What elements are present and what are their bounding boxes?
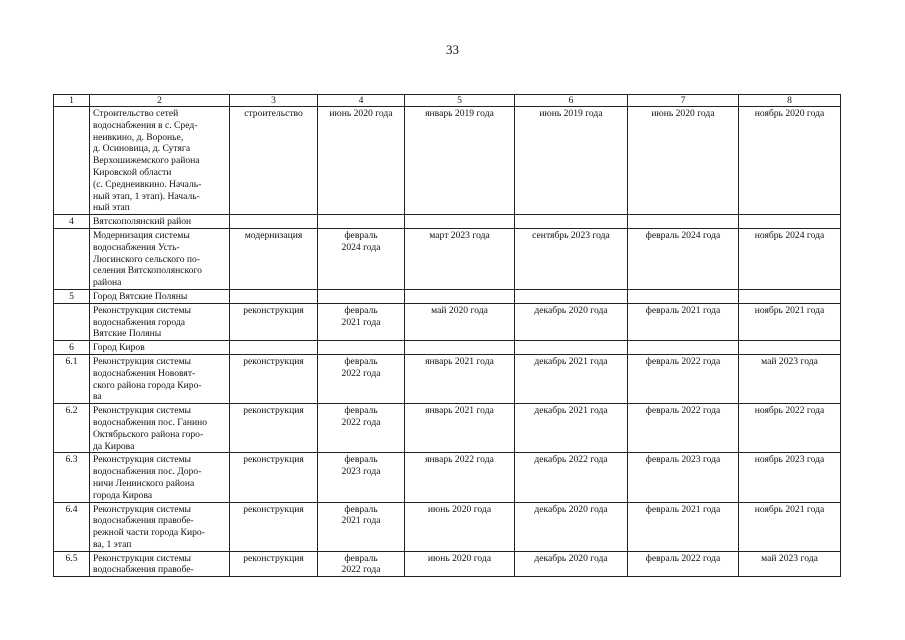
date-col8: ноябрь 2024 года [739,228,841,289]
row-number: 6.5 [54,551,90,577]
date-col4 [318,551,405,577]
work-kind: реконструкция [230,551,318,577]
date-col6: декабрь 2022 года [515,453,628,502]
date-col6: декабрь 2020 года [515,303,628,340]
date-col4 [318,228,405,289]
work-kind: реконструкция [230,404,318,453]
empty-cell [515,341,628,355]
date-col8: ноябрь 2020 года [739,107,841,215]
date-col8: ноябрь 2023 года [739,453,841,502]
row-number: 6.4 [54,502,90,551]
date-line: февраль [344,552,378,564]
empty-cell [628,215,739,229]
header-cell: 6 [515,95,628,107]
date-col4 [318,502,405,551]
object-name-line: Верхошижемского района [93,155,200,167]
object-name-line: района [93,277,122,289]
date-line: февраль [344,229,378,241]
empty-cell [318,289,405,303]
date-line: февраль [344,454,378,466]
work-kind: реконструкция [230,354,318,403]
date-line: февраль [344,355,378,367]
date-line: февраль [344,405,378,417]
date-col8: ноябрь 2022 года [739,404,841,453]
object-name-line: ского района города Киро- [93,379,202,391]
object-name-line: ва, 1 этап [93,538,132,550]
object-name-line: водоснабжения города [93,316,185,328]
date-col5: январь 2021 года [405,354,515,403]
empty-cell [739,341,841,355]
header-cell: 3 [230,95,318,107]
row-number [54,107,90,215]
date-col8: май 2023 года [739,551,841,577]
empty-cell [515,289,628,303]
object-name-line: водоснабжения Усть- [93,241,180,253]
region-row [54,289,841,303]
date-col7: февраль 2022 года [628,404,739,453]
table-row [54,354,841,403]
header-cell: 8 [739,95,841,107]
object-name-line: Вятские Поляны [93,328,162,340]
object-name-line: ва [93,391,102,403]
region-name: Город Киров [90,341,230,355]
object-name-line: Кировской области [93,166,172,178]
date-line: 2022 года [341,564,381,576]
empty-cell [405,289,515,303]
object-name-line: неивкино, д. Воронье, [93,131,184,143]
object-name-line: ный этап [93,202,130,214]
date-col5: январь 2019 года [405,107,515,215]
header-cell: 5 [405,95,515,107]
empty-cell [318,215,405,229]
date-col7: февраль 2022 года [628,354,739,403]
object-name [90,107,230,215]
object-name [90,453,230,502]
region-row [54,215,841,229]
empty-cell [230,341,318,355]
date-col7: июнь 2020 года [628,107,739,215]
object-name [90,404,230,453]
work-kind: реконструкция [230,453,318,502]
date-col5: июнь 2020 года [405,551,515,577]
object-name-line: ный этап, 1 этап). Началь- [93,190,200,202]
date-col8: май 2023 года [739,354,841,403]
date-line: февраль [344,304,378,316]
row-number [54,303,90,340]
empty-cell [230,289,318,303]
row-number: 4 [54,215,90,229]
empty-cell [515,215,628,229]
date-col4 [318,404,405,453]
object-name-line: да Кирова [93,440,135,452]
empty-cell [628,341,739,355]
date-col7: февраль 2021 года [628,303,739,340]
object-name-line: Реконструкция системы [93,454,191,466]
date-col7: февраль 2023 года [628,453,739,502]
date-col7: февраль 2022 года [628,551,739,577]
table-row [54,303,841,340]
object-name-line: Модернизация системы [93,229,190,241]
object-name-line: ничи Ленинского района [93,477,195,489]
object-name-line: водоснабжения правобе- [93,515,194,527]
header-cell: 2 [90,95,230,107]
date-col5: июнь 2020 года [405,502,515,551]
region-row [54,341,841,355]
empty-cell [405,341,515,355]
object-name-line: Люгинского сельского по- [93,253,201,265]
table-row [54,228,841,289]
row-number: 6 [54,341,90,355]
object-name-line: селения Вятскополянского [93,265,202,277]
date-col4 [318,107,405,215]
object-name-line: (с. Среднеивкино. Началь- [93,178,202,190]
object-name-line: режной части города Киро- [93,527,205,539]
date-col7: февраль 2024 года [628,228,739,289]
date-line: июнь 2020 года [329,108,393,119]
header-row [54,95,841,107]
row-number: 5 [54,289,90,303]
work-kind: строительство [230,107,318,215]
work-kind: модернизация [230,228,318,289]
row-number: 6.2 [54,404,90,453]
date-col5: май 2020 года [405,303,515,340]
empty-cell [739,215,841,229]
header-cell: 4 [318,95,405,107]
date-line: 2021 года [341,515,381,527]
table-row [54,502,841,551]
object-name-line: Реконструкция системы [93,304,191,316]
object-name [90,502,230,551]
table-row [54,107,841,215]
date-col6: июнь 2019 года [515,107,628,215]
table-row [54,453,841,502]
object-name-line: Строительство сетей [93,108,179,119]
object-name-line: Реконструкция системы [93,405,191,417]
date-col6: декабрь 2021 года [515,404,628,453]
table-body [54,95,841,577]
date-col5: январь 2021 года [405,404,515,453]
object-name-line: водоснабжения пос. Ганино [93,416,208,428]
date-line: 2023 года [341,466,381,478]
row-number [54,228,90,289]
object-name-line: Октябрьского района горо- [93,428,204,440]
work-kind: реконструкция [230,303,318,340]
region-name: Вятскополянский район [90,215,230,229]
date-col7: февраль 2021 года [628,502,739,551]
object-name-line: Реконструкция системы [93,552,191,564]
schedule-table [53,94,841,577]
date-line: февраль [344,503,378,515]
date-line: 2022 года [341,367,381,379]
object-name [90,354,230,403]
table-row [54,404,841,453]
region-name: Город Вятские Поляны [90,289,230,303]
date-col5: январь 2022 года [405,453,515,502]
header-cell: 1 [54,95,90,107]
empty-cell [739,289,841,303]
date-col6: декабрь 2020 года [515,502,628,551]
object-name-line: водоснабжения Нововят- [93,367,196,379]
header-cell: 7 [628,95,739,107]
date-line: 2021 года [341,316,381,328]
object-name-line: водоснабжения правобе- [93,564,194,576]
object-name [90,228,230,289]
date-col8: ноябрь 2021 года [739,502,841,551]
object-name-line: Реконструкция системы [93,355,191,367]
date-line: 2024 года [341,241,381,253]
row-number: 6.3 [54,453,90,502]
object-name-line: д. Осиновица, д. Сутяга [93,143,191,155]
object-name [90,303,230,340]
empty-cell [628,289,739,303]
date-col4 [318,354,405,403]
object-name-line: Реконструкция системы [93,503,191,515]
object-name [90,551,230,577]
page-number: 33 [446,42,459,57]
date-col5: март 2023 года [405,228,515,289]
date-col4 [318,303,405,340]
empty-cell [405,215,515,229]
date-col8: ноябрь 2021 года [739,303,841,340]
date-col4 [318,453,405,502]
date-col6: декабрь 2020 года [515,551,628,577]
work-kind: реконструкция [230,502,318,551]
row-number: 6.1 [54,354,90,403]
date-col6: декабрь 2021 года [515,354,628,403]
object-name-line: водоснабжения в с. Сред- [93,119,198,131]
date-col6: сентябрь 2023 года [515,228,628,289]
object-name-line: водоснабжения пос. Доро- [93,466,202,478]
empty-cell [230,215,318,229]
empty-cell [318,341,405,355]
object-name-line: города Кирова [93,489,153,501]
table-row [54,551,841,577]
date-line: 2022 года [341,416,381,428]
